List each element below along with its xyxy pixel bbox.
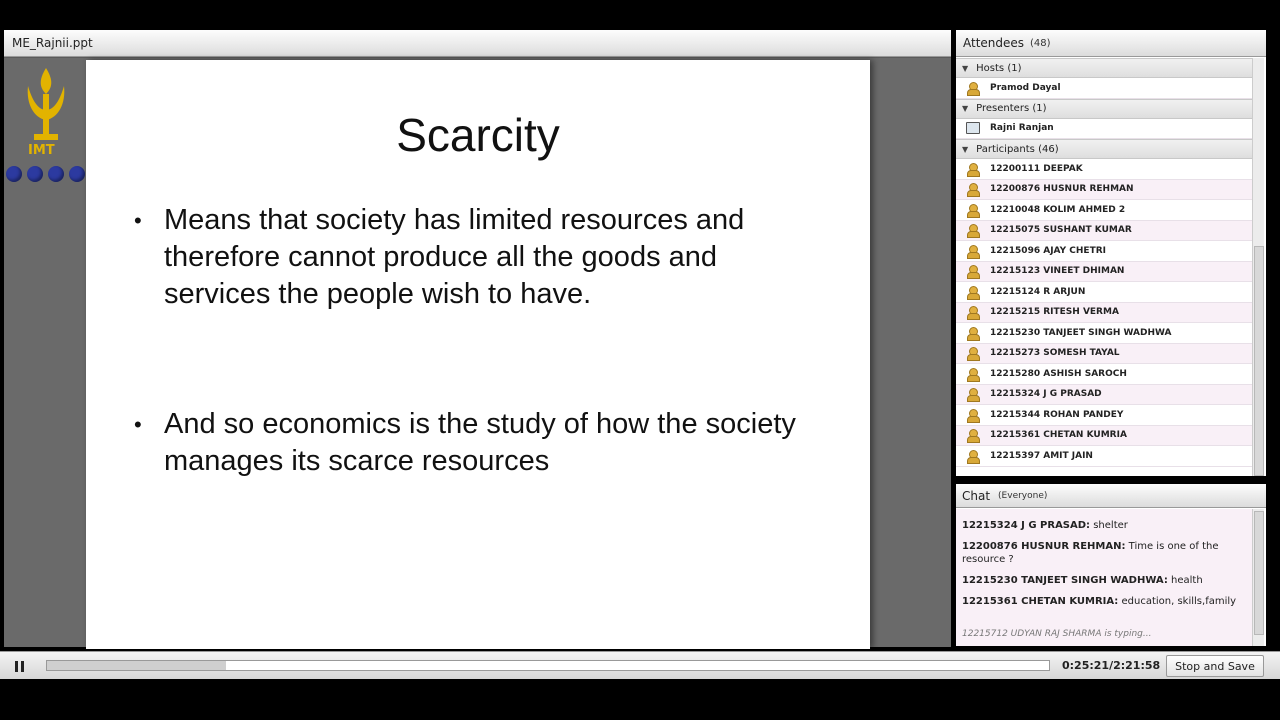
scrollbar-thumb[interactable] (1254, 246, 1264, 476)
playback-time: 0:25:21/2:21:58 (1062, 659, 1161, 672)
attendee-name: Pramod Dayal (990, 82, 1061, 93)
list-item[interactable] (956, 180, 1252, 201)
attendee-name: 12210048 KOLIM AHMED 2 (990, 204, 1126, 215)
chat-text: shelter (1090, 520, 1128, 531)
chat-sender: 12215324 J G PRASAD: (962, 520, 1091, 531)
bullet-mark: • (134, 412, 142, 437)
collapse-triangle-icon[interactable]: ▼ (962, 144, 969, 154)
attendees-pod (956, 30, 1266, 476)
attendee-list (956, 58, 1252, 476)
participant-icon (966, 224, 980, 236)
attendee-name: 12215124 R ARJUN (990, 286, 1086, 297)
participants-rows (956, 159, 1252, 467)
chat-sender: 12215230 TANJEET SINGH WADHWA: (962, 575, 1168, 586)
typing-indicator: 12215712 UDYAN RAJ SHARMA is typing... (962, 629, 1152, 639)
collapse-triangle-icon[interactable]: ▼ (962, 104, 969, 113)
bullet-text: Means that society has limited resources and therefore cannot produce all the goods and services the people wish to have. (164, 204, 745, 310)
logo-dot (27, 166, 43, 182)
participant-icon (966, 450, 980, 462)
logo-dot (6, 166, 22, 182)
group-presenters[interactable] (956, 99, 1252, 119)
attendee-name: 12215397 AMIT JAIN (990, 450, 1093, 461)
bullet-mark: • (134, 208, 142, 233)
pause-icon (15, 661, 18, 672)
participant-icon (966, 388, 980, 400)
share-pod (4, 30, 951, 647)
list-item[interactable] (956, 405, 1252, 426)
slide-bullet (134, 202, 804, 313)
scrollbar-thumb[interactable] (1254, 511, 1264, 635)
group-hosts[interactable] (956, 58, 1252, 78)
bullet-text: And so economics is the study of how the society manages its scarce resources (164, 408, 796, 477)
participant-icon (966, 306, 980, 318)
attendee-name: Rajni Ranjan (990, 123, 1054, 134)
attendees-count: (48) (1030, 37, 1051, 49)
chat-sender: 12215361 CHETAN KUMRIA: (962, 596, 1119, 607)
host-icon (966, 82, 980, 94)
participant-icon (966, 204, 980, 216)
chat-message (962, 540, 1246, 566)
group-label: Participants (46) (976, 143, 1059, 155)
chat-scrollbar[interactable] (1252, 509, 1264, 646)
attendee-name: 12215273 SOMESH TAYAL (990, 348, 1120, 359)
attendee-name: 12215075 SUSHANT KUMAR (990, 225, 1132, 236)
chat-text: Time is one of the resource ? (962, 541, 1219, 565)
chat-title: Chat (962, 488, 991, 503)
chat-message (962, 574, 1246, 587)
pause-button[interactable] (6, 655, 32, 677)
participant-icon (966, 183, 980, 195)
list-item[interactable] (956, 364, 1252, 385)
attendee-name: 12215215 RITESH VERMA (990, 307, 1119, 318)
participant-icon (966, 265, 980, 277)
chat-text: health (1167, 575, 1203, 586)
presenters-rows (956, 119, 1252, 140)
list-item[interactable] (956, 446, 1252, 467)
attendees-scrollbar[interactable] (1252, 58, 1264, 476)
share-content (4, 58, 951, 647)
chat-sender: 12200876 HUSNUR REHMAN: (962, 541, 1126, 552)
chat-pod (956, 484, 1266, 646)
attendee-name: 12215324 J G PRASAD (990, 389, 1102, 400)
attendee-name: 12200876 HUSNUR REHMAN (990, 184, 1134, 195)
list-item[interactable] (956, 385, 1252, 406)
share-pod-title: ME_Rajnii.ppt (12, 36, 93, 50)
logo-dot (69, 166, 85, 182)
list-item[interactable] (956, 344, 1252, 365)
attendee-name: 12215344 ROHAN PANDEY (990, 409, 1124, 420)
pause-icon (21, 661, 24, 672)
attendee-name: 12215230 TANJEET SINGH WADHWA (990, 327, 1172, 338)
participant-icon (966, 368, 980, 380)
list-item[interactable] (956, 221, 1252, 242)
presentation-slide (86, 60, 870, 649)
participant-icon (966, 409, 980, 421)
list-item[interactable] (956, 119, 1252, 140)
hosts-rows (956, 78, 1252, 99)
participant-icon (966, 163, 980, 175)
chat-message (962, 595, 1246, 608)
attendee-name: 12200111 DEEPAK (990, 163, 1083, 174)
slide-title: Scarcity (396, 109, 560, 161)
list-item[interactable] (956, 241, 1252, 262)
logo-text: IMT (28, 143, 55, 158)
playback-bar (0, 651, 1280, 679)
list-item[interactable] (956, 426, 1252, 447)
list-item[interactable] (956, 159, 1252, 180)
chat-text: education, skills,family (1118, 596, 1237, 607)
chat-message (962, 519, 1246, 532)
stop-and-save-button[interactable]: Stop and Save (1166, 655, 1264, 677)
attendee-name: 12215096 AJAY CHETRI (990, 245, 1107, 256)
logo-dots (6, 166, 85, 182)
participant-icon (966, 327, 980, 339)
chat-messages (956, 509, 1252, 646)
list-item[interactable] (956, 78, 1252, 99)
presenter-icon (966, 122, 980, 134)
attendee-name: 12215123 VINEET DHIMAN (990, 266, 1125, 277)
attendee-name: 12215361 CHETAN KUMRIA (990, 430, 1127, 441)
list-item[interactable] (956, 323, 1252, 344)
chat-titlebar (956, 484, 1266, 508)
participant-icon (966, 347, 980, 359)
participant-icon (966, 286, 980, 298)
list-item[interactable] (956, 262, 1252, 283)
list-item[interactable] (956, 200, 1252, 221)
participant-icon (966, 245, 980, 257)
list-item[interactable] (956, 303, 1252, 324)
group-label: Presenters (1) (976, 103, 1047, 114)
slide-bullet (134, 406, 804, 480)
logo-dot (48, 166, 64, 182)
progress-fill (47, 661, 226, 670)
progress-track[interactable] (46, 660, 1050, 671)
group-label: Hosts (1) (976, 62, 1022, 74)
attendees-titlebar (956, 30, 1266, 57)
attendee-name: 12215280 ASHISH SAROCH (990, 368, 1127, 379)
participant-icon (966, 429, 980, 441)
chat-scope: (Everyone) (998, 490, 1048, 501)
group-participants[interactable] (956, 139, 1252, 159)
collapse-triangle-icon[interactable]: ▼ (962, 63, 969, 73)
share-pod-titlebar (4, 30, 951, 57)
list-item[interactable] (956, 282, 1252, 303)
attendees-title: Attendees (963, 36, 1025, 50)
